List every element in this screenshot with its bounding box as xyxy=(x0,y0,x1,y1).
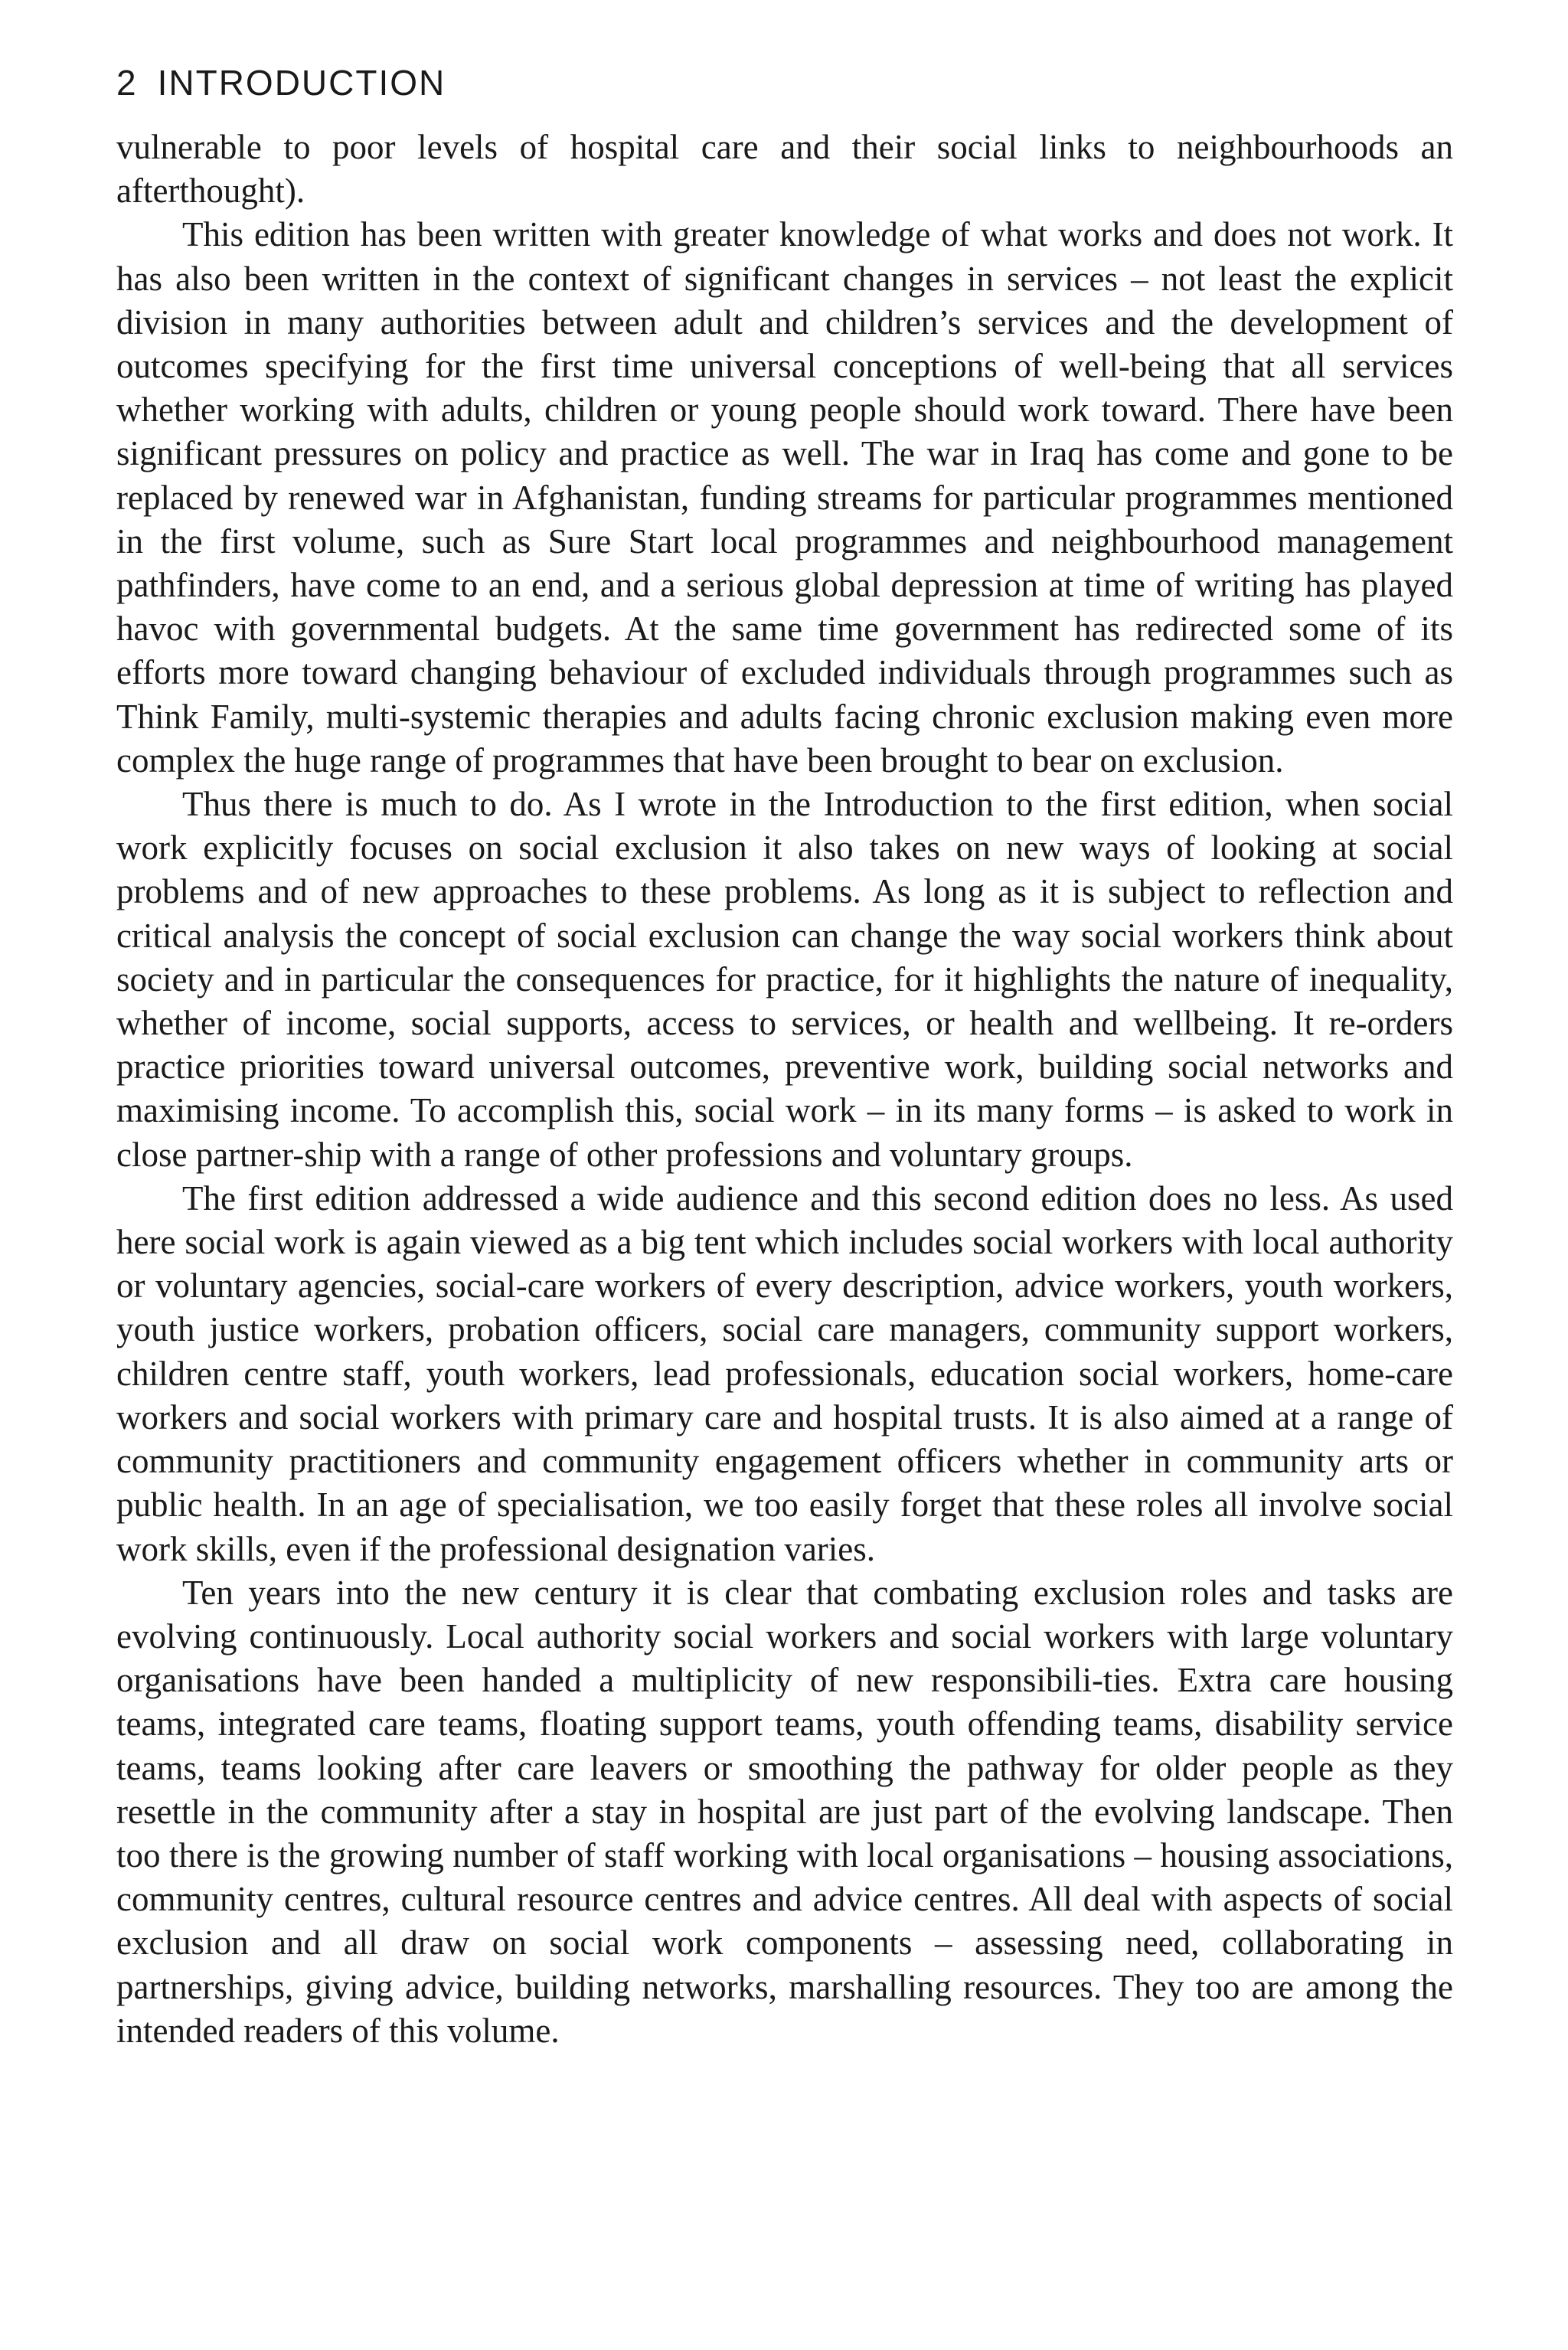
body-text xyxy=(116,126,1453,2053)
paragraph-continuation: vulnerable to poor levels of hospital care and their social links to neighbourhoods an afterthought). xyxy=(116,128,1453,211)
paragraph-much-to-do: Thus there is much to do. As I wrote in the Introduction to the first edition, when social work explicitly focuses on social exclusion it also takes on new ways of looking at social problems and of new approaches to these problems. As long as it is subject to reflection and critical analysis the concept of social exclusion can change the way social workers think about society and in particular the consequences for practice, for it highlights the nature of inequality, whether of income, social supports, access to services, or health and wellbeing. It re-orders practice priorities toward universal outcomes, preventive work, building social networks and maximising income. To accomplish this, social work – in its many forms – is asked to work in close partner-ship with a range of other professions and voluntary groups. xyxy=(116,785,1453,1174)
book-page xyxy=(116,61,1453,2053)
paragraph-audience: The first edition addressed a wide audience and this second edition does no less. As used here social work is again viewed as a big tent which includes social workers with local authority or voluntary agencies, social-care workers of every description, advice workers, youth workers, youth justice workers, probation officers, social care managers, community support workers, children centre staff, youth workers, lead professionals, education social workers, home-care workers and social workers with primary care and hospital trusts. It is also aimed at a range of community practitioners and community engagement officers whether in community arts or public health. In an age of specialisation, we too easily forget that these roles all involve social work skills, even if the professional designation varies. xyxy=(116,1178,1453,1568)
section-title: INTRODUCTION xyxy=(157,63,446,103)
running-head xyxy=(116,61,1453,104)
paragraph-ten-years: Ten years into the new century it is clear that combating exclusion roles and tasks are evolving continuously. Local authority social workers and social workers with large voluntary organisations have been handed a multiplicity of new responsibili-ties. Extra care housing teams, integrated care teams, floating support teams, youth offending teams, disability service teams, teams looking after care leavers or smoothing the pathway for older people as they resettle in the community after a stay in hospital are just part of the evolving landscape. Then too there is the growing number of staff working with local organisations – housing associations, community centres, cultural resource centres and advice centres. All deal with aspects of social exclusion and all draw on social work components – assessing need, collaborating in partnerships, giving advice, building networks, marshalling resources. They too are among the intended readers of this volume. xyxy=(116,1573,1453,2050)
paragraph-this-edition: This edition has been written with greater knowledge of what works and does not work. It has also been written in the context of significant changes in services – not least the explicit division in many authorities between adult and children’s services and the development of outcomes specifying for the first time universal conceptions of well-being that all services whether working with adults, children or young people should work toward. There have been significant pressures on policy and practice as well. The war in Iraq has come and gone to be replaced by renewed war in Afghanistan, funding streams for particular programmes mentioned in the first volume, such as Sure Start local programmes and neighbourhood management pathfinders, have come to an end, and a serious global depression at time of writing has played havoc with governmental budgets. At the same time government has redirected some of its efforts more toward changing behaviour of excluded individuals through programmes such as Think Family, multi-systemic therapies and adults facing chronic exclusion making even more complex the huge range of programmes that have been brought to bear on exclusion. xyxy=(116,215,1453,780)
page-number: 2 xyxy=(116,63,138,103)
